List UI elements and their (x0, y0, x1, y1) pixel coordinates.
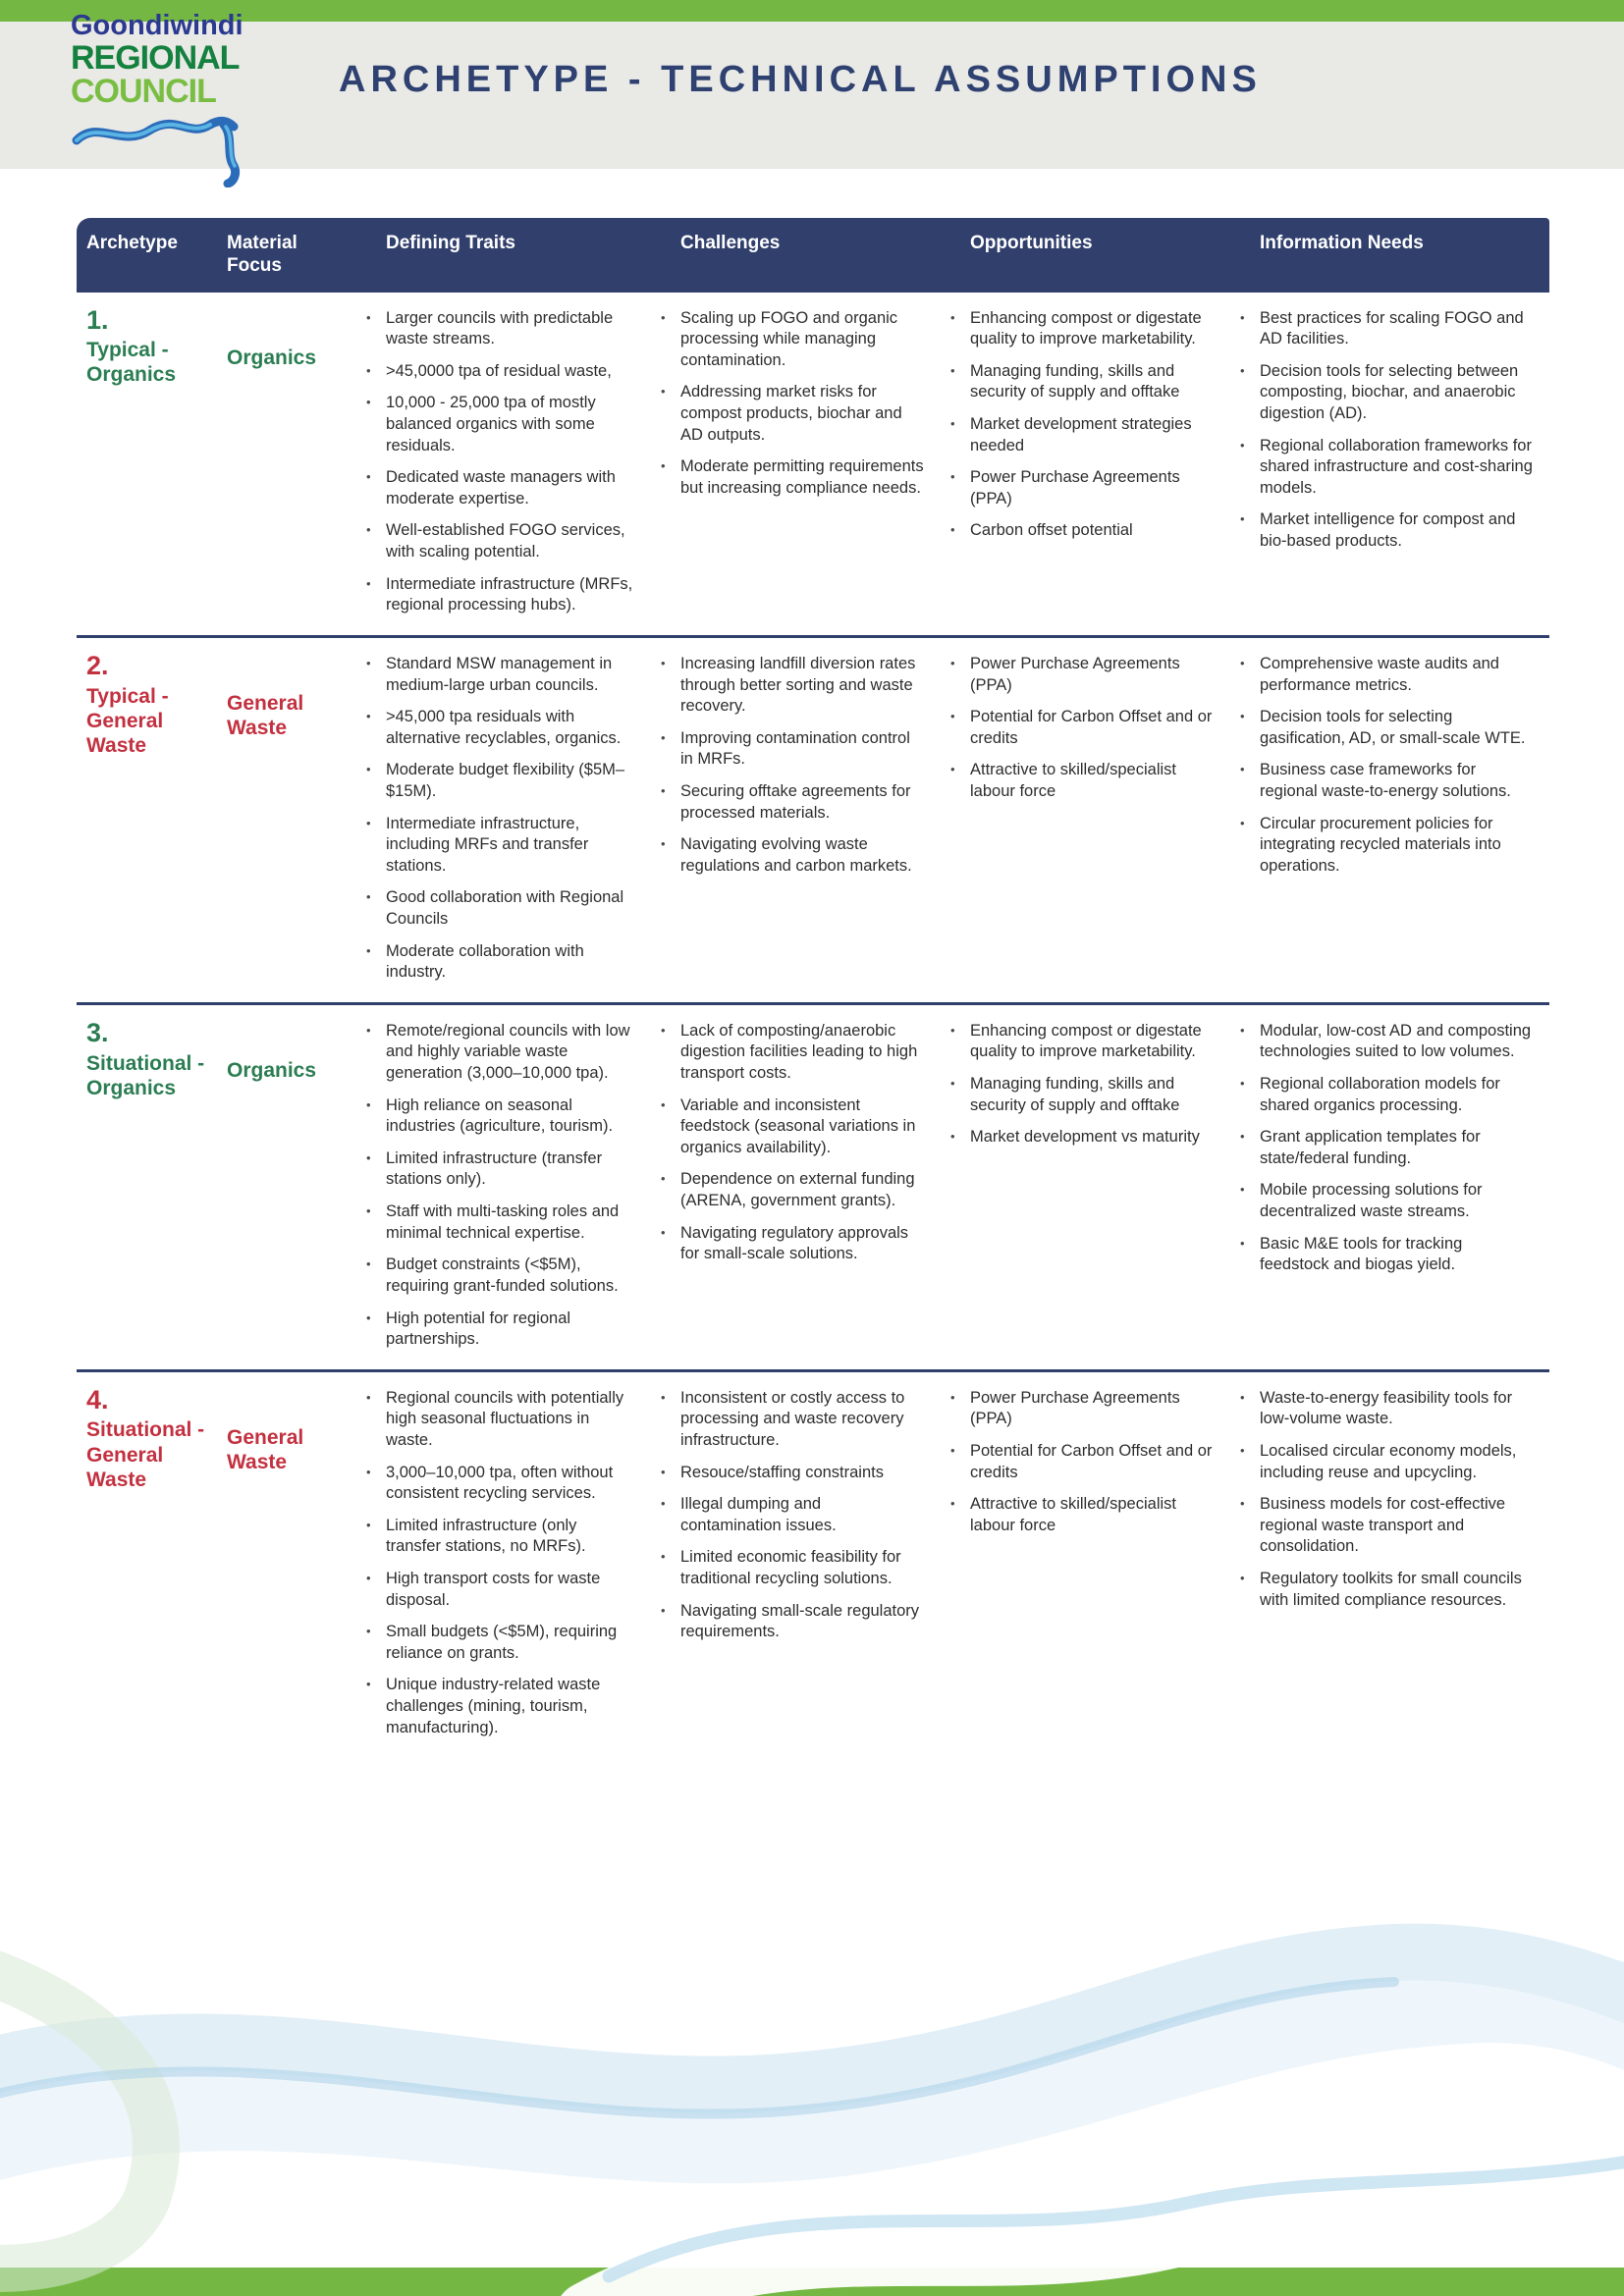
bullet-item: • Improving contamination control in MRFs. (648, 728, 924, 771)
bullet-item: • Increasing landfill diversion rates through better sorting and waste recovery. (648, 654, 924, 718)
material-focus-label: Organics (227, 346, 317, 369)
bullet-item: • Waste-to-energy feasibility tools for low-volume waste. (1227, 1388, 1536, 1430)
challenges-list (648, 293, 938, 635)
column-header-opportunities: Opportunities (970, 233, 1093, 253)
logo-text-council: COUNCIL (71, 73, 216, 111)
bullet-item: • High potential for regional partnerships. (353, 1308, 634, 1351)
bullet-item: • Moderate permitting requirements but increasing compliance needs. (648, 456, 924, 499)
council-logo (71, 12, 287, 187)
logo-text-goondiwindi: Goondiwindi (71, 10, 244, 41)
bullet-item: • Attractive to skilled/specialist labour force (938, 760, 1214, 802)
bullet-item: • Navigating evolving waste regulations and carbon markets. (648, 834, 924, 877)
bullet-item: • Enhancing compost or digestate quality to improve marketability. (938, 308, 1214, 350)
archetype-cell (77, 1005, 221, 1369)
archetype-number: 4. (86, 1384, 109, 1415)
bullet-item: • 10,000 - 25,000 tpa of mostly balanced organics with some residuals. (353, 393, 634, 456)
archetype-table (77, 218, 1549, 1757)
bullet-item: • Intermediate infrastructure, including MRFs and transfer stations. (353, 814, 634, 878)
bullet-item: • High transport costs for waste disposal. (353, 1569, 634, 1611)
material-focus-cell (221, 1372, 353, 1758)
bullet-item: • Basic M&E tools for tracking feedstock and biogas yield. (1227, 1234, 1536, 1276)
bullet-item: • Inconsistent or costly access to processing and waste recovery infrastructure. (648, 1388, 924, 1452)
bullet-item: • Navigating small-scale regulatory requirements. (648, 1601, 924, 1643)
bullet-item: • Power Purchase Agreements (PPA) (938, 1388, 1214, 1430)
table-header-row (77, 218, 1549, 293)
bullet-item: • Addressing market risks for compost products, biochar and AD outputs. (648, 382, 924, 446)
archetype-number: 2. (86, 650, 109, 680)
bullet-item: • Grant application templates for state/federal funding. (1227, 1127, 1536, 1169)
defining-traits-list (353, 1005, 648, 1369)
opportunities-list (938, 293, 1227, 635)
table-row-1 (77, 293, 1549, 635)
material-focus-cell (221, 293, 353, 635)
bullet-item: • Regional collaboration models for shared organics processing. (1227, 1074, 1536, 1116)
bullet-item: • Illegal dumping and contamination issues. (648, 1494, 924, 1536)
bullet-item: • Managing funding, skills and security of supply and offtake (938, 1074, 1214, 1116)
archetype-name: Typical - General Waste (86, 684, 169, 757)
information-needs-list (1227, 1005, 1549, 1369)
information-needs-list (1227, 293, 1549, 635)
bullet-item: • Good collaboration with Regional Councils (353, 887, 634, 930)
information-needs-list (1227, 638, 1549, 1002)
river-swirl-icon (71, 111, 252, 187)
watercolor-wave-decoration (0, 1786, 1624, 2296)
archetype-name: Typical - Organics (86, 339, 177, 387)
bullet-item: • Managing funding, skills and security of supply and offtake (938, 361, 1214, 403)
material-focus-cell (221, 1005, 353, 1369)
bullet-item: • Potential for Carbon Offset and or credits (938, 707, 1214, 749)
bullet-item: • Dependence on external funding (ARENA, government grants). (648, 1169, 924, 1211)
bullet-item: • Power Purchase Agreements (PPA) (938, 467, 1214, 509)
bullet-item: • Power Purchase Agreements (PPA) (938, 654, 1214, 696)
bullet-item: • Business case frameworks for regional waste-to-energy solutions. (1227, 760, 1536, 802)
bullet-item: • Carbon offset potential (938, 520, 1214, 542)
bullet-item: • 3,000–10,000 tpa, often without consistent recycling services. (353, 1463, 634, 1505)
material-focus-label: General Waste (227, 691, 304, 740)
bullet-item: • Mobile processing solutions for decentralized waste streams. (1227, 1180, 1536, 1222)
bullet-item: • Remote/regional councils with low and highly variable waste generation (3,000–10,000 tpa). (353, 1021, 634, 1085)
archetype-name: Situational - Organics (86, 1051, 205, 1099)
defining-traits-list (353, 638, 648, 1002)
table-row-4 (77, 1369, 1549, 1758)
opportunities-list (938, 1372, 1227, 1758)
column-header-challenges: Challenges (680, 233, 781, 253)
bullet-item: • Comprehensive waste audits and performance metrics. (1227, 654, 1536, 696)
opportunities-list (938, 638, 1227, 1002)
table-row-2 (77, 635, 1549, 1002)
material-focus-label: General Waste (227, 1425, 304, 1473)
bullet-item: • Well-established FOGO services, with scaling potential. (353, 520, 634, 562)
column-header-defining-traits: Defining Traits (386, 233, 515, 253)
archetype-cell (77, 1372, 221, 1758)
bullet-item: • Standard MSW management in medium-large urban councils. (353, 654, 634, 696)
bullet-item: • Decision tools for selecting between composting, biochar, and anaerobic digestion (AD). (1227, 361, 1536, 425)
bullet-item: • Regulatory toolkits for small councils with limited compliance resources. (1227, 1569, 1536, 1611)
bullet-item: • Lack of composting/anaerobic digestion facilities leading to high transport costs. (648, 1021, 924, 1085)
bullet-item: • Enhancing compost or digestate quality to improve marketability. (938, 1021, 1214, 1063)
challenges-list (648, 1372, 938, 1758)
archetype-number: 1. (86, 304, 109, 335)
bullet-item: • Circular procurement policies for integrating recycled materials into operations. (1227, 814, 1536, 878)
bullet-item: • Limited infrastructure (transfer stations only). (353, 1148, 634, 1191)
bullet-item: • Market intelligence for compost and bio-based products. (1227, 509, 1536, 552)
bullet-item: • Decision tools for selecting gasification, AD, or small-scale WTE. (1227, 707, 1536, 749)
bullet-item: • Attractive to skilled/specialist labour force (938, 1494, 1214, 1536)
bullet-item: • Budget constraints (<$5M), requiring grant-funded solutions. (353, 1255, 634, 1297)
bullet-item: • Market development vs maturity (938, 1127, 1214, 1148)
bullet-item: • High reliance on seasonal industries (agriculture, tourism). (353, 1095, 634, 1138)
challenges-list (648, 1005, 938, 1369)
bullet-item: • Dedicated waste managers with moderate expertise. (353, 467, 634, 509)
bullet-item: • Localised circular economy models, including reuse and upcycling. (1227, 1441, 1536, 1483)
bullet-item: • Moderate collaboration with industry. (353, 941, 634, 984)
bullet-item: • Resouce/staffing constraints (648, 1463, 924, 1484)
bullet-item: • >45,000 tpa residuals with alternative recyclables, organics. (353, 707, 634, 749)
bullet-item: • Variable and inconsistent feedstock (seasonal variations in organics availability). (648, 1095, 924, 1159)
bullet-item: • Securing offtake agreements for processed materials. (648, 781, 924, 824)
column-header-archetype: Archetype (86, 233, 178, 253)
bullet-item: • Market development strategies needed (938, 414, 1214, 456)
material-focus-label: Organics (227, 1058, 317, 1082)
column-header-material-focus: Material Focus (227, 233, 298, 276)
archetype-number: 3. (86, 1017, 109, 1047)
bottom-green-bar (0, 2268, 1624, 2296)
bullet-item: • Intermediate infrastructure (MRFs, regional processing hubs). (353, 574, 634, 616)
defining-traits-list (353, 293, 648, 635)
bullet-item: • Staff with multi-tasking roles and minimal technical expertise. (353, 1201, 634, 1244)
bullet-item: • Regional collaboration frameworks for shared infrastructure and cost-sharing models. (1227, 436, 1536, 500)
challenges-list (648, 638, 938, 1002)
bullet-item: • Business models for cost-effective regional waste transport and consolidation. (1227, 1494, 1536, 1558)
opportunities-list (938, 1005, 1227, 1369)
archetype-cell (77, 293, 221, 635)
bullet-item: • Scaling up FOGO and organic processing while managing contamination. (648, 308, 924, 372)
bullet-item: • Moderate budget flexibility ($5M–$15M). (353, 760, 634, 802)
bullet-item: • Potential for Carbon Offset and or credits (938, 1441, 1214, 1483)
bullet-item: • Small budgets (<$5M), requiring reliance on grants. (353, 1622, 634, 1664)
column-header-information-needs: Information Needs (1260, 233, 1424, 253)
bullet-item: • Larger councils with predictable waste streams. (353, 308, 634, 350)
logo-text-regional: REGIONAL (71, 38, 240, 77)
archetype-cell (77, 638, 221, 1002)
bullet-item: • Modular, low-cost AD and composting technologies suited to low volumes. (1227, 1021, 1536, 1063)
archetype-name: Situational - General Waste (86, 1418, 205, 1491)
table-row-3 (77, 1002, 1549, 1369)
bullet-item: • Regional councils with potentially high seasonal fluctuations in waste. (353, 1388, 634, 1452)
bullet-item: • >45,0000 tpa of residual waste, (353, 361, 634, 383)
material-focus-cell (221, 638, 353, 1002)
bullet-item: • Unique industry-related waste challenges (mining, tourism, manufacturing). (353, 1675, 634, 1738)
bullet-item: • Best practices for scaling FOGO and AD facilities. (1227, 308, 1536, 350)
bullet-item: • Limited economic feasibility for traditional recycling solutions. (648, 1547, 924, 1589)
bullet-item: • Navigating regulatory approvals for small-scale solutions. (648, 1223, 924, 1265)
information-needs-list (1227, 1372, 1549, 1758)
bullet-item: • Limited infrastructure (only transfer stations, no MRFs). (353, 1516, 634, 1558)
defining-traits-list (353, 1372, 648, 1758)
page-title: ARCHETYPE - TECHNICAL ASSUMPTIONS (339, 59, 1262, 100)
